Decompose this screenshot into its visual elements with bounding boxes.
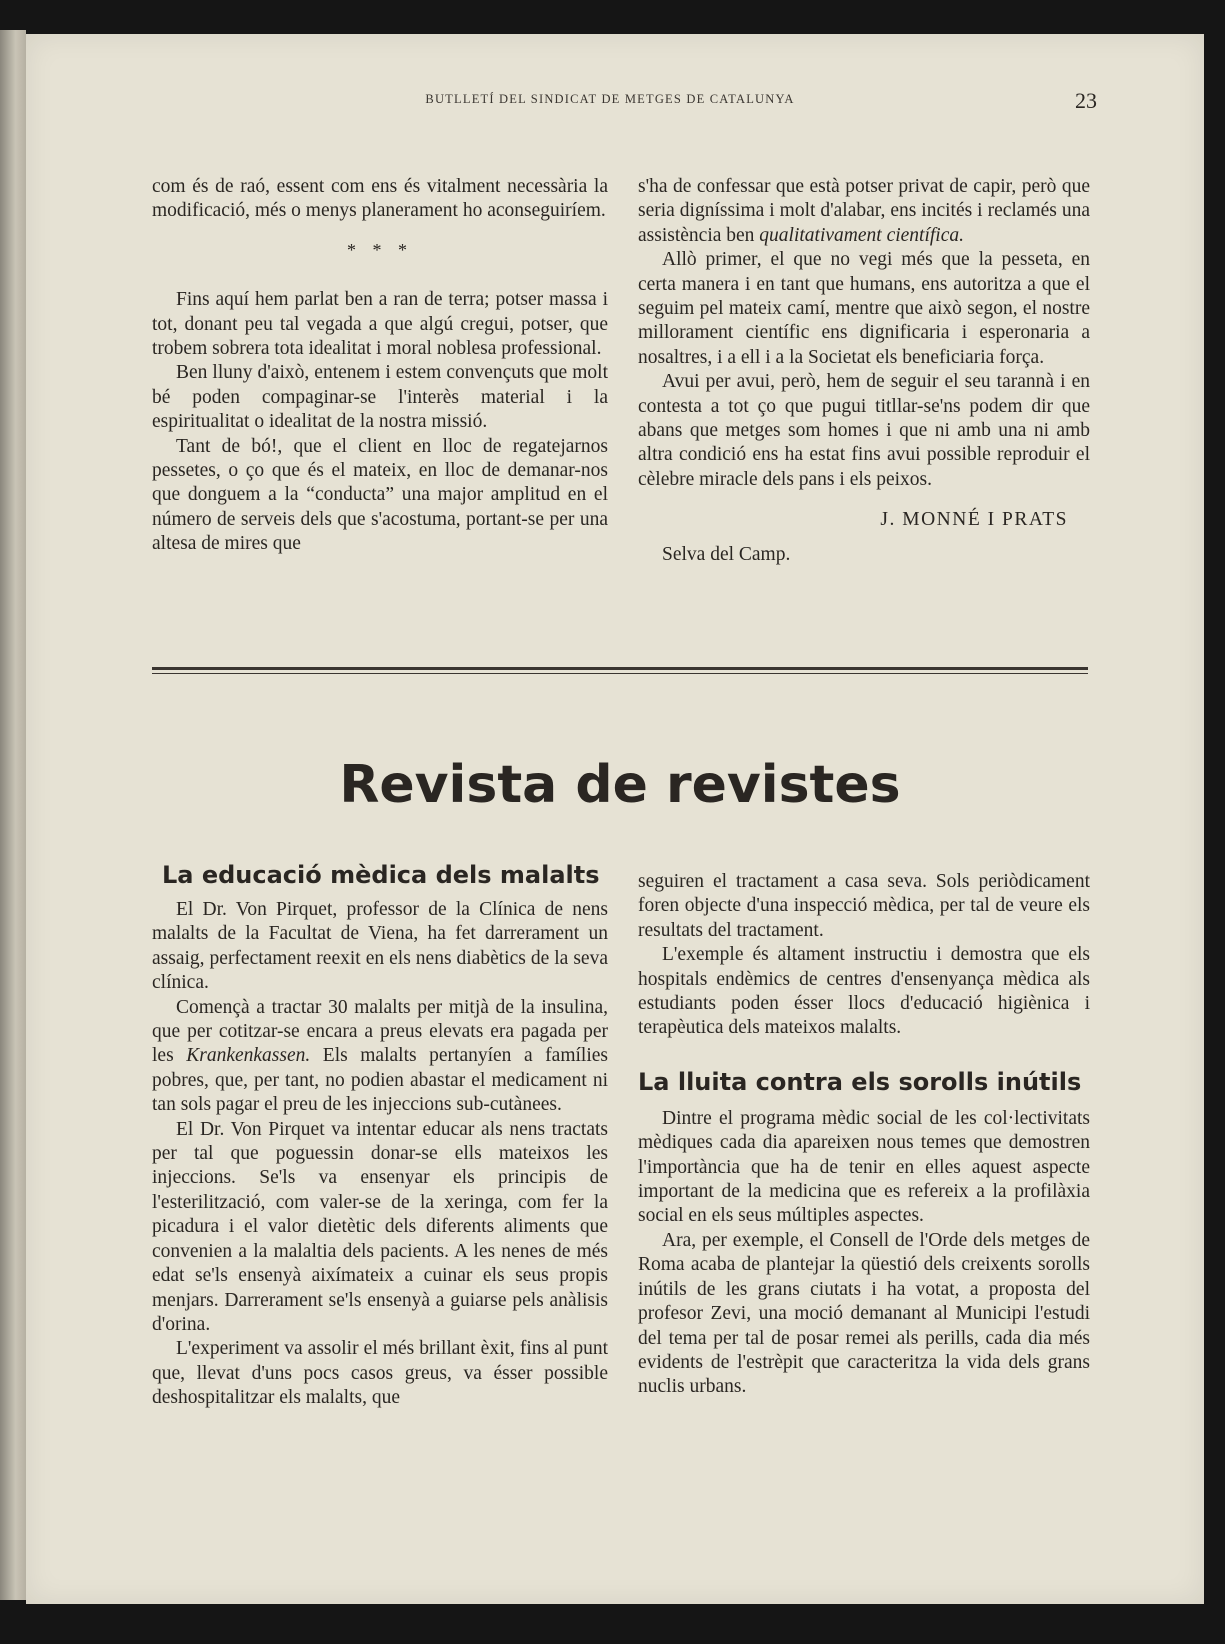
- paragraph: El Dr. Von Pirquet va intentar educar als nens tractats per tal que poguessin donar-se ells mateixos les injeccions. Se'ls va ensenyar els principis de l'esterilització, com valer-se de la xeringa, com fer la picadura i el valor dietètic dels diferents aliments que convenien a la malaltia dels pacients. A les nenes de més edat se'ls ensenyà aixímateix a cuinar els seus propis menjars. Darrerament se'ls ensenyà a guiarse pels anàlisis d'orina.: [152, 1118, 608, 1335]
- paragraph: Allò primer, el que no vegi més que la pesseta, en certa manera i en tant que humans, ens autoritza a que el seguim pel mateix camí, mentre que això segon, el nostre millorament científic ens dignificaria i esperonaria a nosaltres, i a ell i a la Societat els beneficiaria força.: [638, 249, 1090, 368]
- paragraph: [152, 996, 608, 1118]
- text-run: s'ha de confessar que està potser privat de capir, però que seria digníssima i molt d'alabar, ens incités i reclamés una assistència ben: [638, 176, 1090, 246]
- divider-rule-thick: [152, 667, 1088, 670]
- paragraph: seguiren el tractament a casa seva. Sols periòdicament foren objecte d'una inspecció mèdica, per tal de veure els resultats del tractament.: [638, 871, 1090, 941]
- paragraph: L'experiment va assolir el més brillant èxit, fins al punt que, llevat d'uns pocs casos greus, va ésser possible deshospitalitzar els malalts, que: [152, 1338, 608, 1409]
- paragraph: Fins aquí hem parlat ben a ran de terra; potser massa i tot, donant peu tal vegada a que algú cregui, potser, que trobem sobrera tota idealitat i moral noblesa professional.: [152, 289, 608, 360]
- paragraph: Dintre el programa mèdic social de les col·lectivitats mèdiques cada dia apareixen nous temes que demostren l'importància que ha de tenir en elles aquest aspecte important de la medicina que es refereix a la profilàxia social en els seus múltiples aspectes.: [638, 1107, 1090, 1227]
- section-separator: * * *: [347, 239, 413, 260]
- paragraph: [638, 175, 1090, 248]
- text-run: Els malalts pertanyíen a famílies pobres, que, per tant, no podien abastar el medicament ni tan sols pagar el preu de les injeccions sub-cutànees.: [152, 1045, 608, 1116]
- paragraph: Ara, per exemple, el Consell de l'Orde dels metges de Roma acaba de plantejar la qüestió dels creixents sorolls inútils de les grans ciutats i ha votat, a proposta del profesor Zevi, una moció demanant al Municipi l'estudi del tema per tal de posar remei als perills, cada dia més evidents de l'estrèpit que caracteritza la vida dels grans nuclis urbans.: [638, 1229, 1090, 1398]
- running-header: BUTLLETÍ DEL SINDICAT DE METGES DE CATALUNYA: [425, 92, 795, 106]
- emphasis-text: Krankenkassen.: [186, 1045, 311, 1067]
- page-number: 23: [1075, 88, 1097, 113]
- author-signature: J. MONNÉ I PRATS: [880, 509, 1068, 531]
- book-spine: [0, 30, 26, 1600]
- author-place: Selva del Camp.: [662, 543, 791, 565]
- article-heading: La educació mèdica dels malalts: [162, 861, 600, 889]
- top-right-column: [638, 175, 1090, 567]
- paragraph: Ben lluny d'això, entenem i estem convençuts que molt bé poden compaginar-se l'interès material i la espiritualitat o idealitat de la nostra missió.: [152, 362, 608, 433]
- section-title: Revista de revistes: [339, 755, 901, 815]
- bottom-left-column: [152, 860, 608, 1411]
- top-left-column: [152, 175, 608, 557]
- paragraph: El Dr. Von Pirquet, professor de la Clínica de nens malalts de la Facultat de Viena, ha fet darrerament un assaig, perfectament reexit en els nens diabètics de la seva clínica.: [152, 899, 608, 994]
- paragraph: com és de raó, essent com ens és vitalment necessària la modificació, més o menys planerament ho aconseguiríem.: [152, 176, 608, 222]
- paragraph: Tant de bó!, que el client en lloc de regatejarnos pessetes, o ço que és el mateix, en lloc de demanar-nos que donguem a la “conducta” una major amplitud en el número de serveis dels que s'acostuma, portant-se per una altesa de mires que: [152, 435, 608, 555]
- bottom-right-column: [638, 870, 1090, 1400]
- divider-rule-thin: [152, 673, 1088, 674]
- emphasis-text: qualitativament científica.: [759, 224, 964, 246]
- article-heading: La lluita contra els sorolls inútils: [638, 1067, 1082, 1096]
- text-run: Començà a tractar 30 malalts per mitjà de la insulina, que per cotitzar-se encara a preus elevats era pagada per les: [152, 996, 608, 1067]
- paragraph: Avui per avui, però, hem de seguir el seu tarannà i en contesta a tot ço que pugui titllar-se'ns podem dir que abans que metges som homes i que ni amb una ni amb altra condició ens ha estat fins avui possible reproduir el cèlebre miracle dels pans i els peixos.: [638, 371, 1090, 490]
- paragraph: L'exemple és altament instructiu i demostra que els hospitals endèmics de centres d'ensenyança mèdica als estudiants poden ésser llocs d'educació higiènica i terapèutica dels mateixos malalts.: [638, 944, 1090, 1039]
